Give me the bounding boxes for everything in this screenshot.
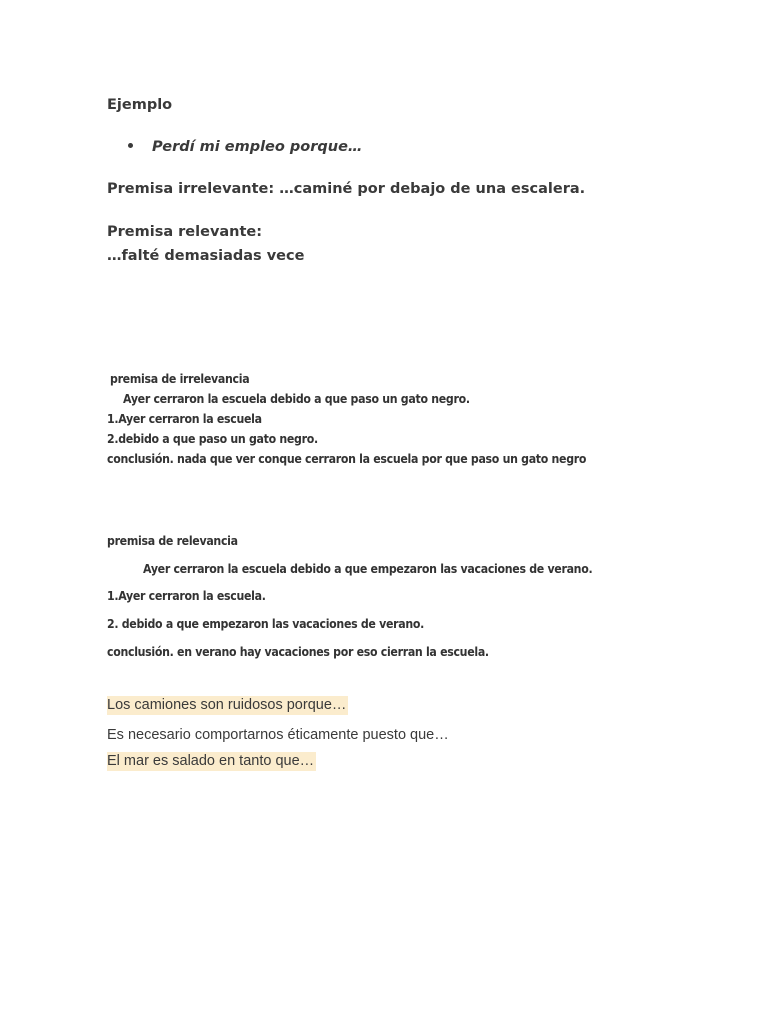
prompt-line2: Es necesario comportarnos éticamente puesto que…: [107, 727, 449, 743]
prompt-line3-text: El mar es salado en tanto que…: [107, 753, 315, 769]
bullet-item: Perdí mi empleo porque…: [152, 139, 363, 155]
section1-sentence: Ayer cerraron la escuela debido a que paso un gato negro.: [123, 391, 470, 406]
section2-sentence: Ayer cerraron la escuela debido a que empezaron las vacaciones de verano.: [143, 561, 593, 576]
prompt-line1-text: Los camiones son ruidosos porque…: [107, 697, 347, 713]
section2-item1: 1.Ayer cerraron la escuela.: [107, 588, 266, 603]
premisa-irrelevante: Premisa irrelevante: …caminé por debajo de una escalera.: [107, 181, 586, 197]
prompt-line1: [107, 697, 348, 713]
heading: Ejemplo: [107, 97, 173, 113]
section2-title: premisa de relevancia: [107, 533, 238, 548]
section2-conclusion: conclusión. en verano hay vacaciones por eso cierran la escuela.: [107, 644, 489, 659]
premisa-relevante-text: …falté demasiadas vece: [107, 248, 305, 264]
bullet-icon: [128, 143, 133, 148]
section1-item1: 1.Ayer cerraron la escuela: [107, 411, 262, 426]
section1-title: premisa de irrelevancia: [110, 371, 250, 386]
section1-item2: 2.debido a que paso un gato negro.: [107, 431, 318, 446]
premisa-relevante-label: Premisa relevante:: [107, 224, 263, 240]
section2-item2: 2. debido a que empezaron las vacaciones de verano.: [107, 616, 425, 631]
section1-conclusion: conclusión. nada que ver conque cerraron la escuela por que paso un gato negro: [107, 451, 587, 466]
prompt-line3: [107, 753, 316, 769]
